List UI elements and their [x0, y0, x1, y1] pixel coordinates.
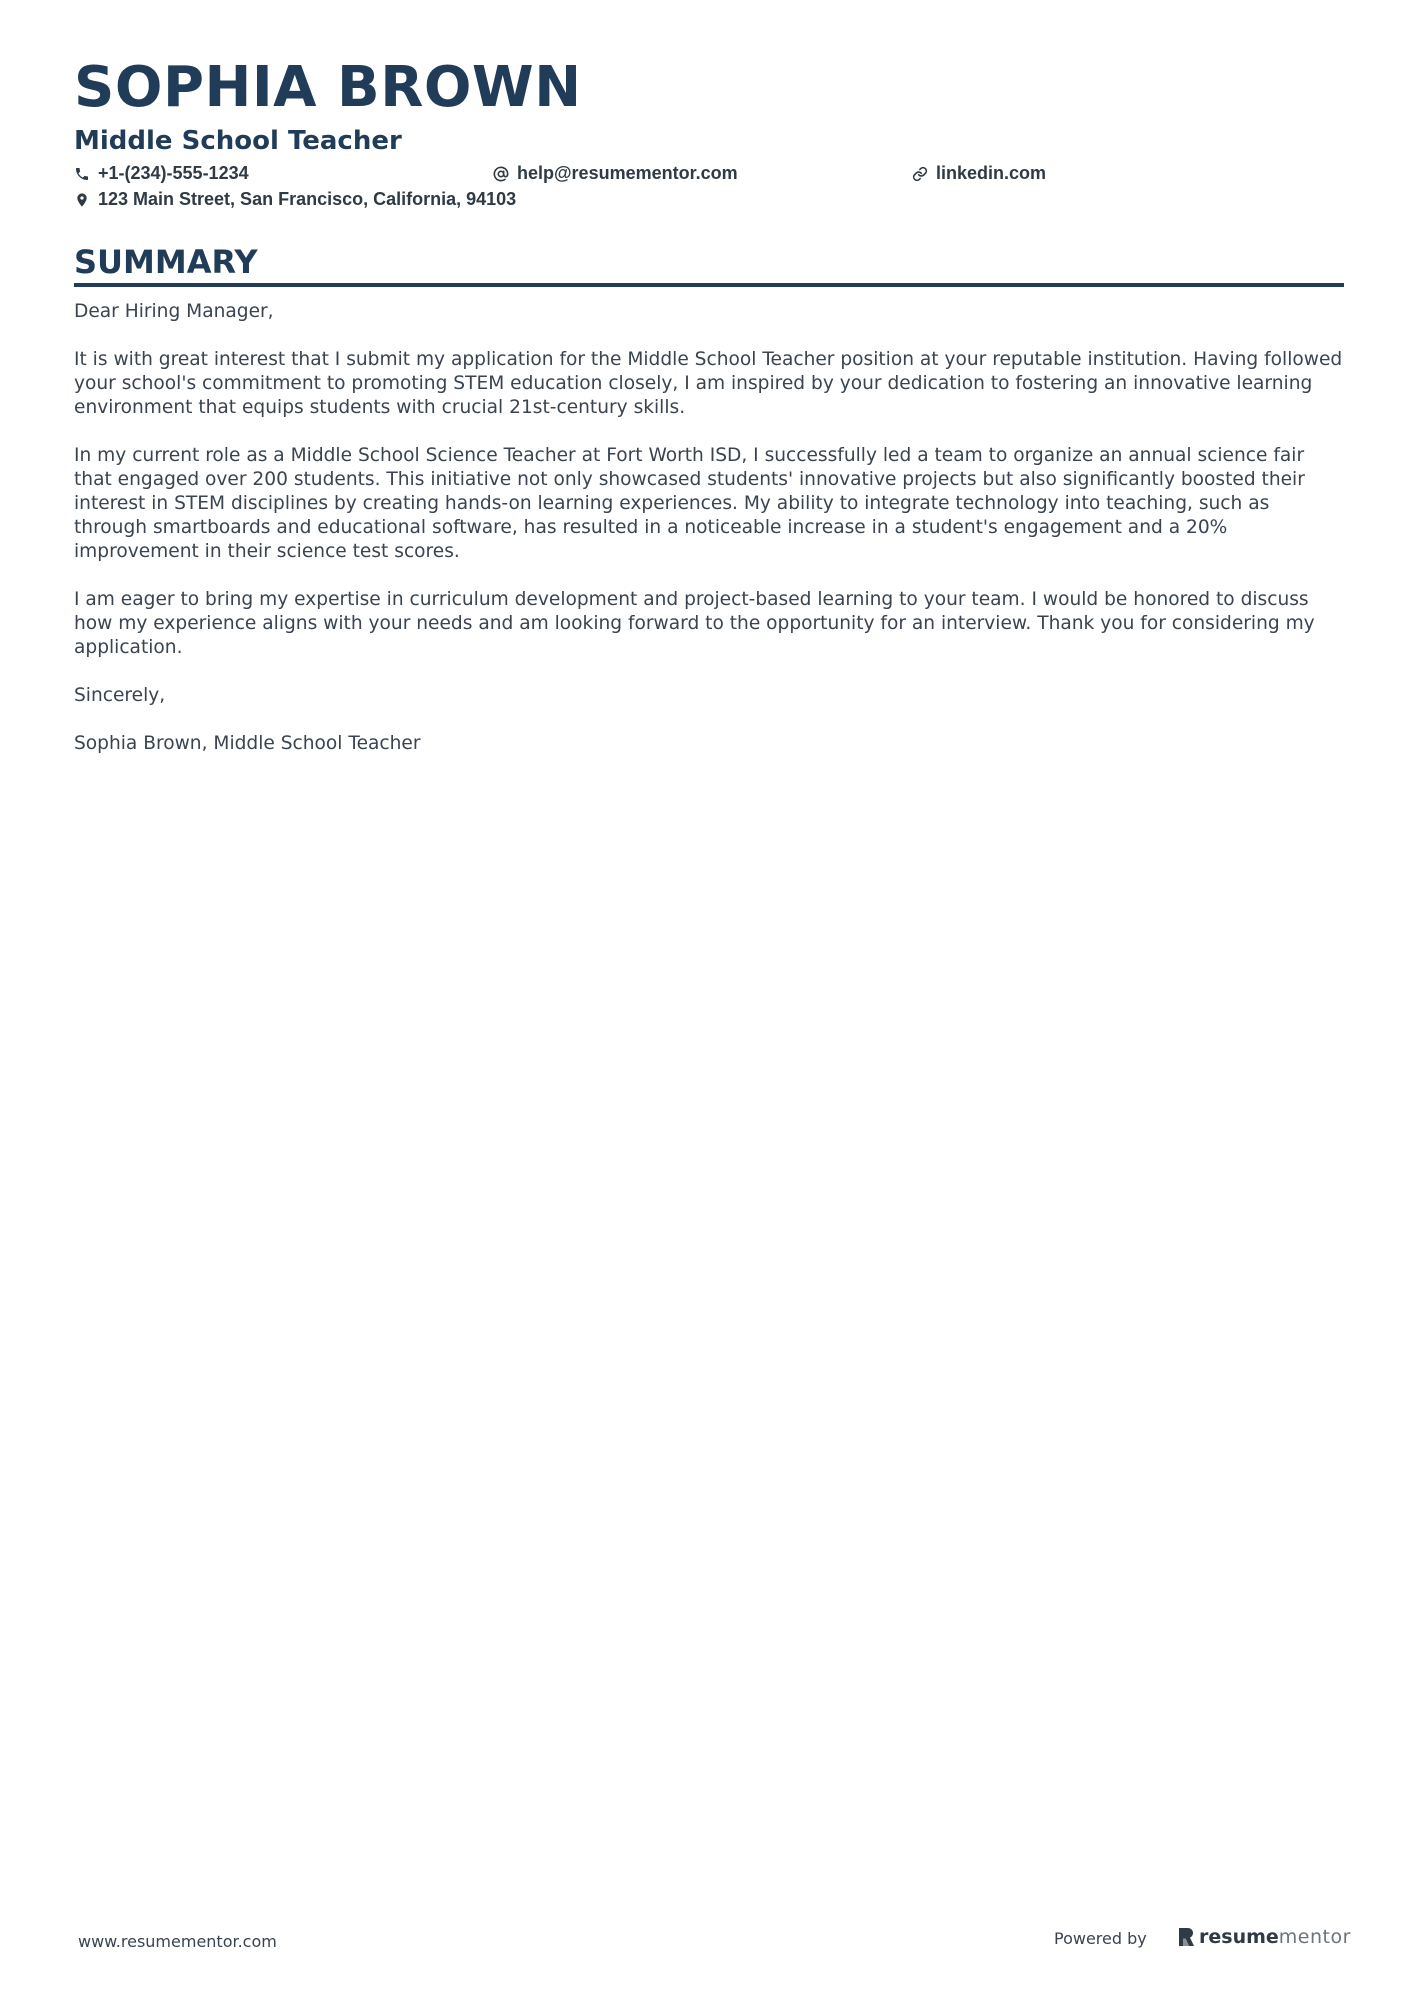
section-divider: [74, 283, 1344, 287]
contact-email: [493, 163, 738, 184]
contact-phone: [74, 163, 249, 184]
contact-linkedin: [912, 163, 1046, 184]
resumementor-logo[interactable]: [1177, 1926, 1351, 1948]
letter-paragraph: It is with great interest that I submit my application for the Middle School Teacher position at your reputable institution. Having followed your school's commitment to promoting STEM education closely, I am inspired by your dedication to fostering an innovative learning environment that equips students with crucial 21st-century skills.: [74, 349, 1343, 418]
resumementor-logo-icon: [1177, 1926, 1195, 1948]
map-pin-icon: [74, 192, 90, 208]
logo-text-resume: resume: [1199, 1926, 1279, 1948]
linkedin-text: linkedin.com: [936, 163, 1047, 183]
letter-signature: Sophia Brown, Middle School Teacher: [74, 733, 421, 754]
address-text: 123 Main Street, San Francisco, California, 94103: [98, 189, 517, 209]
applicant-name: SOPHIA BROWN: [74, 55, 582, 120]
letter-body: [74, 300, 1344, 780]
email-text: help@resumementor.com: [517, 163, 738, 183]
at-sign-icon: [493, 166, 509, 182]
letter-closing: Sincerely,: [74, 685, 166, 706]
logo-text-mentor: mentor: [1278, 1926, 1351, 1948]
contact-address: [74, 189, 516, 210]
footer-powered-by: Powered by: [1054, 1929, 1147, 1948]
job-title: Middle School Teacher: [74, 126, 402, 156]
letter-paragraph: In my current role as a Middle School Science Teacher at Fort Worth ISD, I successfully led a team to organize an annual science fair that engaged over 200 students. This initiative not only showcased students' innovative projects but also significantly boosted their interest in STEM disciplines by creating hands-on learning experiences. My ability to integrate technology into teaching, such as through smartboards and educational software, has resulted in a noticeable increase in a student's engagement and a 20% improvement in their science test scores.: [74, 445, 1305, 562]
link-icon: [912, 166, 928, 182]
phone-text: +1-(234)-555-1234: [98, 163, 249, 183]
footer-website-link[interactable]: www.resumementor.com: [78, 1932, 277, 1951]
summary-heading: SUMMARY: [74, 243, 258, 281]
phone-icon: [74, 166, 90, 182]
letter-paragraph: I am eager to bring my expertise in curriculum development and project-based learning to your team. I would be honored to discuss how my experience aligns with your needs and am looking forward to the opportunity for an interview. Thank you for considering my application.: [74, 589, 1315, 658]
letter-greeting: Dear Hiring Manager,: [74, 301, 274, 322]
